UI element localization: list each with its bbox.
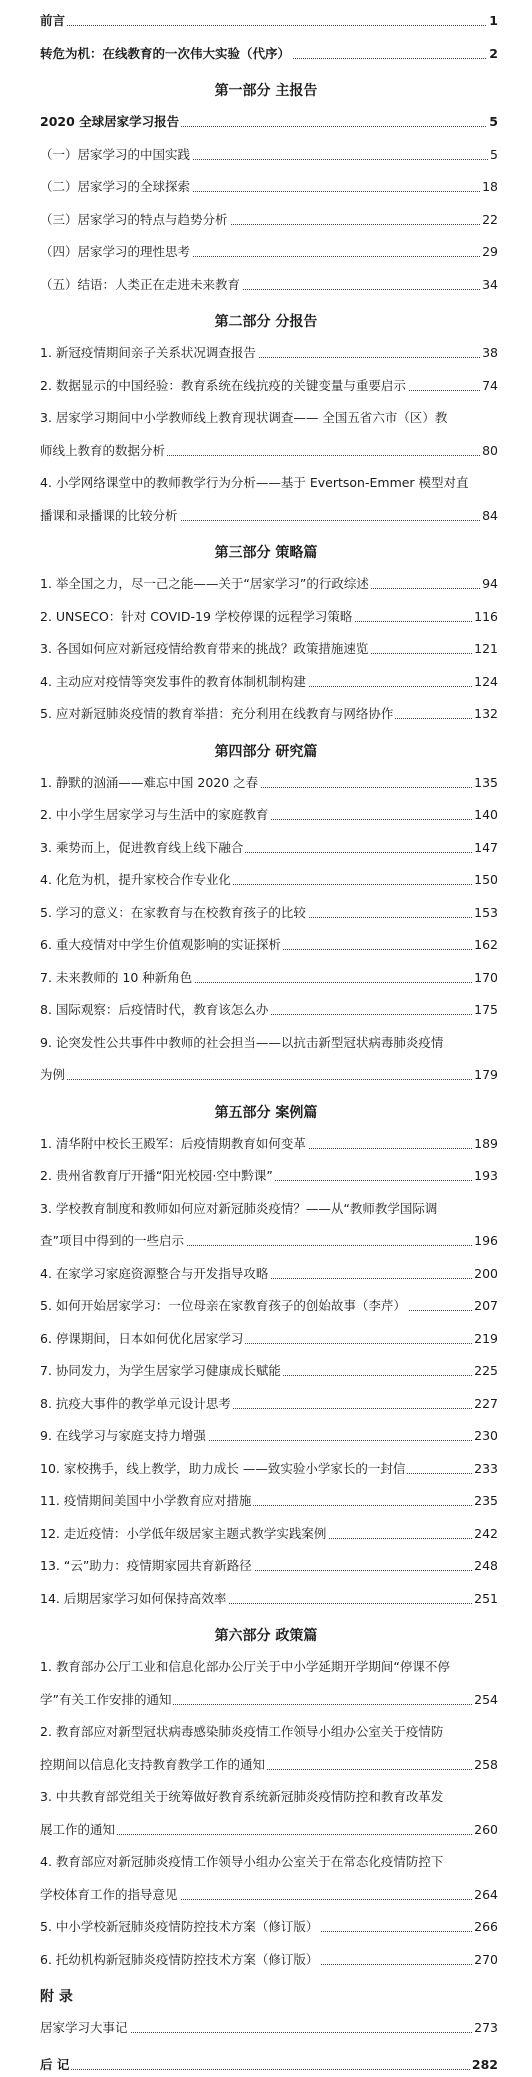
section-heading: 附 录 (40, 1989, 73, 2005)
entry-title: 9. 在线学习与家庭支持力增强 (40, 1424, 208, 1448)
entry-title: 3. 居家学习期间中小学教师线上教育现状调查—— 全国五省六市（区）教 (40, 406, 449, 430)
entry-page-number: 248 (472, 1554, 498, 1578)
toc-entry (0, 273, 532, 297)
toc-entry (0, 868, 532, 892)
entry-title: 居家学习大事记 (40, 2016, 130, 2040)
entry-page-number: 121 (472, 637, 498, 661)
entry-title: 5. 中小学校新冠肺炎疫情防控技术方案（修订版） (40, 1915, 320, 1939)
entry-title: 4. 化危为机，提升家校合作专业化 (40, 868, 233, 892)
entry-title: 5. 学习的意义：在家教育与在校教育孩子的比较 (40, 901, 308, 925)
entry-page-number: 264 (472, 1883, 498, 1907)
entry-page-number: 124 (472, 670, 498, 694)
entry-title: 1. 新冠疫情期间亲子关系状况调查报告 (40, 341, 258, 365)
entry-title: 2. 数据显示的中国经验：教育系统在线抗疫的关键变量与重要启示 (40, 374, 408, 398)
entry-page-number: 135 (472, 771, 498, 795)
entry-page-number: 150 (472, 868, 498, 892)
entry-title: 转危为机：在线教育的一次伟大实验（代序） (40, 42, 292, 66)
toc-entry (0, 966, 532, 990)
toc-entry (0, 240, 532, 264)
entry-page-number: 233 (472, 1457, 498, 1481)
entry-title-continued: 为例 (40, 1063, 67, 1087)
toc-entry (0, 1915, 532, 1939)
entry-page-number: 2 (487, 42, 498, 66)
toc-entry (0, 1554, 532, 1578)
entry-page-number: 170 (472, 966, 498, 990)
entry-title: 12. 走近疫情：小学低年级居家主题式教学实践案例 (40, 1522, 328, 1546)
toc-entry (0, 1720, 532, 1744)
entry-title: 11. 疫情期间美国中小学教育应对措施 (40, 1489, 253, 1513)
entry-title: 1. 举全国之力，尽一己之能——关于“居家学习”的行政综述 (40, 572, 371, 596)
entry-title: 6. 重大疫情对中学生价值观影响的实证探析 (40, 933, 283, 957)
entry-page-number: 1 (487, 9, 498, 33)
entry-page-number: 84 (480, 504, 498, 528)
entry-title: 9. 论突发性公共事件中教师的社会担当——以抗击新型冠状病毒肺炎疫情 (40, 1031, 445, 1055)
toc-entry (0, 42, 532, 66)
entry-title: 前言 (40, 9, 67, 33)
entry-page-number: 38 (480, 341, 498, 365)
toc-entry (0, 771, 532, 795)
entry-title-continued: 展工作的通知 (40, 1818, 117, 1842)
entry-title-continued: 控期间以信息化支持教育教学工作的通知 (40, 1753, 267, 1777)
toc-entry (0, 572, 532, 596)
entry-title: 4. 主动应对疫情等突发事件的教育体制机制构建 (40, 670, 308, 694)
entry-title: 4. 在家学习家庭资源整合与开发指导攻略 (40, 1262, 270, 1286)
toc-entry (0, 1948, 532, 1972)
entry-title: （一）居家学习的中国实践 (40, 143, 192, 167)
toc-entry (0, 998, 532, 1022)
entry-title-continued: 学校体育工作的指导意见 (40, 1883, 180, 1907)
toc-entry (0, 2016, 532, 2040)
toc-entry (0, 1489, 532, 1513)
entry-page-number: 219 (472, 1327, 498, 1351)
section-heading: 第三部分 策略篇 (214, 545, 318, 561)
entry-page-number: 273 (472, 2016, 498, 2040)
entry-title: 3. 各国如何应对新冠疫情给教育带来的挑战？政策措施速览 (40, 637, 370, 661)
toc-entry-continuation (0, 1753, 532, 1777)
entry-page-number: 193 (472, 1164, 498, 1188)
entry-page-number: 175 (472, 998, 498, 1022)
entry-title: 5. 如何开始居家学习：一位母亲在家教育孩子的创始故事（李芹） (40, 1294, 408, 1318)
toc-entry-continuation (0, 439, 532, 463)
toc-entry (0, 1327, 532, 1351)
entry-page-number: 251 (472, 1587, 498, 1611)
toc-entry (0, 1294, 532, 1318)
toc-entry (0, 9, 532, 33)
entry-page-number: 140 (472, 803, 498, 827)
toc-entry-continuation (0, 1818, 532, 1842)
entry-title: 3. 中共教育部党组关于统筹做好教育系统新冠肺炎疫情防控和教育改革发 (40, 1785, 445, 1809)
entry-title: 后 记 (40, 2053, 71, 2077)
toc-entry (0, 1359, 532, 1383)
entry-page-number: 94 (480, 572, 498, 596)
section-heading: 第五部分 案例篇 (214, 1104, 318, 1121)
entry-title-continued: 师线上教育的数据分析 (40, 439, 167, 463)
toc-entry (0, 374, 532, 398)
toc-entry (0, 605, 532, 629)
section-heading: 第一部分 主报告 (214, 83, 318, 99)
entry-page-number: 116 (472, 605, 498, 629)
section-heading: 第六部分 政策篇 (214, 1628, 318, 1644)
entry-title: 10. 家校携手，线上教学，助力成长 ——致实验小学家长的一封信 (40, 1457, 407, 1481)
entry-page-number: 207 (472, 1294, 498, 1318)
toc-entry (0, 637, 532, 661)
toc-entry (0, 1132, 532, 1156)
entry-title-continued: 查”项目中得到的一些启示 (40, 1229, 186, 1253)
entry-page-number: 189 (472, 1132, 498, 1156)
entry-page-number: 200 (472, 1262, 498, 1286)
toc-entry (0, 1522, 532, 1546)
entry-title: 2. 教育部应对新型冠状病毒感染肺炎疫情工作领导小组办公室关于疫情防 (40, 1720, 445, 1744)
entry-page-number: 132 (472, 702, 498, 726)
dot-leader (40, 1079, 494, 1080)
entry-title: 7. 协同发力，为学生居家学习健康成长赋能 (40, 1359, 283, 1383)
toc-entry (0, 1262, 532, 1286)
entry-page-number: 282 (470, 2053, 498, 2077)
toc-entry-continuation (0, 1063, 532, 1087)
toc-entry (0, 471, 532, 495)
entry-page-number: 179 (472, 1063, 498, 1087)
entry-title: 2. 贵州省教育厅开播“阳光校园·空中黔课” (40, 1164, 275, 1188)
entry-page-number: 74 (480, 374, 498, 398)
entry-title: 1. 教育部办公厅工业和信息化部办公厅关于中小学延期开学期间“停课不停 (40, 1655, 452, 1679)
entry-title: （二）居家学习的全球探索 (40, 175, 192, 199)
toc-entry-continuation (0, 1688, 532, 1712)
entry-page-number: 196 (472, 1229, 498, 1253)
entry-title: 2. UNSECO：针对 COVID-19 学校停课的远程学习策略 (40, 605, 354, 629)
toc-entry (0, 1850, 532, 1874)
entry-title: 6. 托幼机构新冠肺炎疫情防控技术方案（修订版） (40, 1948, 320, 1972)
entry-page-number: 254 (472, 1688, 498, 1712)
toc-entry-continuation (0, 1229, 532, 1253)
toc-entry (0, 670, 532, 694)
toc-entry (0, 1424, 532, 1448)
toc-entry (0, 1031, 532, 1055)
toc-entry (0, 1457, 532, 1481)
entry-page-number: 29 (480, 240, 498, 264)
entry-title-continued: 学”有关工作安排的通知 (40, 1688, 173, 1712)
entry-page-number: 162 (472, 933, 498, 957)
entry-title: 8. 国际观察：后疫情时代，教育该怎么办 (40, 998, 270, 1022)
toc-entry (0, 2053, 532, 2077)
entry-title: 2020 全球居家学习报告 (40, 110, 181, 134)
entry-title: 14. 后期居家学习如何保持高效率 (40, 1587, 228, 1611)
entry-page-number: 235 (472, 1489, 498, 1513)
toc-entry (0, 1392, 532, 1416)
toc-entry (0, 341, 532, 365)
entry-title: 3. 学校教育制度和教师如何应对新冠肺炎疫情？——从“教师教学国际调 (40, 1197, 439, 1221)
toc-entry (0, 406, 532, 430)
entry-page-number: 34 (480, 273, 498, 297)
entry-page-number: 18 (480, 175, 498, 199)
toc-entry (0, 1587, 532, 1611)
toc-entry (0, 836, 532, 860)
toc-entry (0, 1655, 532, 1679)
entry-title: 8. 抗疫大事件的教学单元设计思考 (40, 1392, 233, 1416)
entry-title: 3. 乘势而上，促进教育线上线下融合 (40, 836, 245, 860)
toc-entry (0, 901, 532, 925)
entry-title: 4. 教育部应对新冠肺炎疫情工作领导小组办公室关于在常态化疫情防控下 (40, 1850, 445, 1874)
dot-leader (40, 2069, 494, 2070)
entry-page-number: 266 (472, 1915, 498, 1939)
entry-page-number: 22 (480, 208, 498, 232)
entry-page-number: 153 (472, 901, 498, 925)
entry-title: （四）居家学习的理性思考 (40, 240, 192, 264)
toc-entry-continuation (0, 504, 532, 528)
toc-entry (0, 803, 532, 827)
entry-page-number: 5 (487, 110, 498, 134)
toc-entry (0, 1164, 532, 1188)
toc-entry (0, 208, 532, 232)
entry-page-number: 258 (472, 1753, 498, 1777)
section-heading: 第二部分 分报告 (214, 314, 318, 330)
entry-title-continued: 播课和录播课的比较分析 (40, 504, 180, 528)
toc-entry (0, 1785, 532, 1809)
entry-title: 7. 未来教师的 10 种新角色 (40, 966, 194, 990)
toc-entry (0, 110, 532, 134)
entry-title: 4. 小学网络课堂中的教师教学行为分析——基于 Evertson-Emmer 模型对直 (40, 471, 471, 495)
dot-leader (40, 25, 494, 26)
toc-entry (0, 933, 532, 957)
entry-title: （五）结语：人类正在走进未来教育 (40, 273, 242, 297)
entry-page-number: 260 (472, 1818, 498, 1842)
entry-page-number: 270 (472, 1948, 498, 1972)
entry-page-number: 225 (472, 1359, 498, 1383)
entry-title: 5. 应对新冠肺炎疫情的教育举措：充分利用在线教育与网络协作 (40, 702, 395, 726)
entry-title: （三）居家学习的特点与趋势分析 (40, 208, 230, 232)
entry-title: 1. 静默的汹涌——难忘中国 2020 之春 (40, 771, 260, 795)
entry-title: 6. 停课期间，日本如何优化居家学习 (40, 1327, 245, 1351)
entry-page-number: 230 (472, 1424, 498, 1448)
toc-entry (0, 1197, 532, 1221)
toc-entry-continuation (0, 1883, 532, 1907)
entry-title: 1. 清华附中校长王殿军：后疫情期教育如何变革 (40, 1132, 308, 1156)
entry-page-number: 147 (472, 836, 498, 860)
toc-entry (0, 702, 532, 726)
entry-title: 2. 中小学生居家学习与生活中的家庭教育 (40, 803, 270, 827)
entry-page-number: 5 (488, 143, 498, 167)
entry-title: 13. “云”助力：疫情期家园共育新路径 (40, 1554, 254, 1578)
section-heading: 第四部分 研究篇 (214, 743, 318, 760)
entry-page-number: 242 (472, 1522, 498, 1546)
toc-entry (0, 175, 532, 199)
entry-page-number: 227 (472, 1392, 498, 1416)
entry-page-number: 80 (480, 439, 498, 463)
toc-entry (0, 143, 532, 167)
